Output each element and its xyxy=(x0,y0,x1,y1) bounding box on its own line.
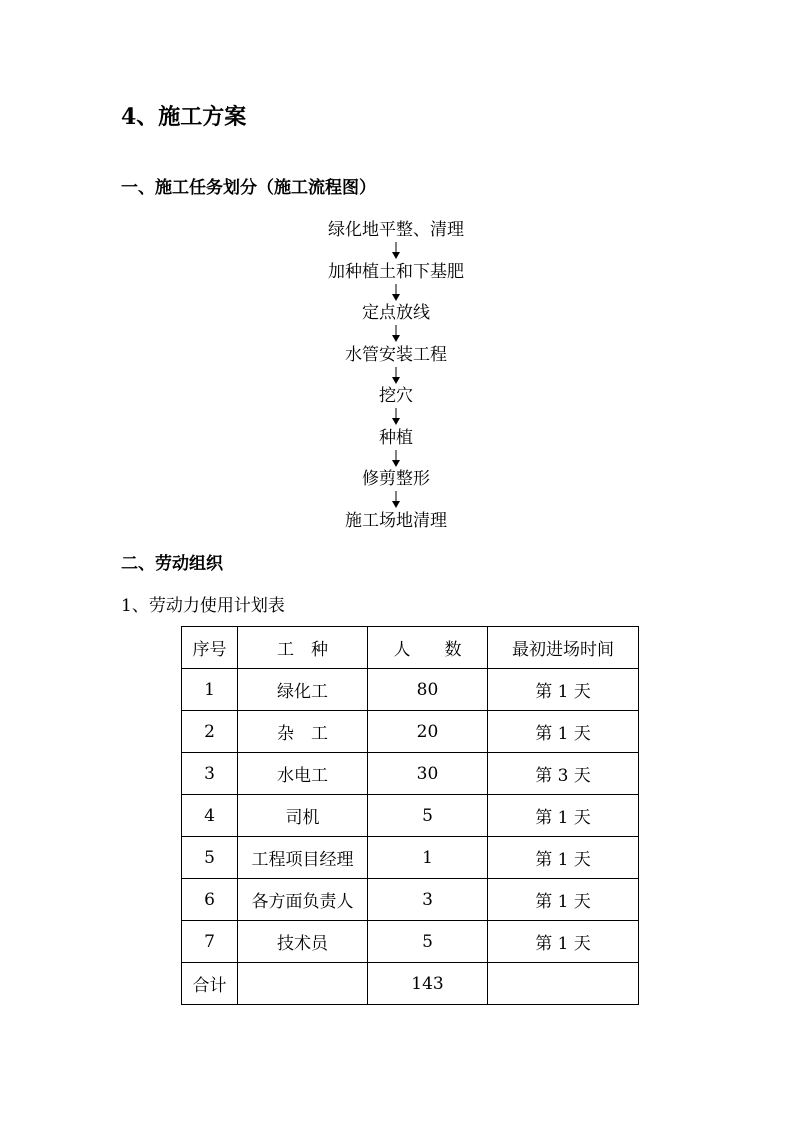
table-cell: 1 xyxy=(368,837,488,879)
table-cell: 1 xyxy=(182,669,238,711)
flow-step: 挖穴 xyxy=(379,386,413,406)
table-cell: 第 1 天 xyxy=(488,879,639,921)
table-cell: 5 xyxy=(368,795,488,837)
header-cell: 工 种 xyxy=(238,627,368,669)
table-header-row xyxy=(182,627,639,669)
flow-arrow-icon xyxy=(293,491,499,509)
table-row xyxy=(182,879,639,921)
table-total-row xyxy=(182,963,639,1005)
table-row xyxy=(182,753,639,795)
table-row xyxy=(182,711,639,753)
table-row xyxy=(182,669,639,711)
total-value-cell: 143 xyxy=(368,963,488,1005)
construction-flowchart xyxy=(293,218,499,533)
table-cell: 技术员 xyxy=(238,921,368,963)
labor-plan-table xyxy=(181,626,639,1005)
table-cell: 6 xyxy=(182,879,238,921)
table-cell xyxy=(238,963,368,1005)
flow-arrow-icon xyxy=(293,325,499,343)
table-cell: 杂 工 xyxy=(238,711,368,753)
flow-step: 施工场地清理 xyxy=(345,510,447,531)
flow-arrow-icon xyxy=(293,242,499,260)
flow-arrow-icon xyxy=(293,450,499,468)
flow-step: 水管安装工程 xyxy=(345,344,447,365)
table-cell: 4 xyxy=(182,795,238,837)
header-cell: 序号 xyxy=(182,627,238,669)
table-cell: 5 xyxy=(368,921,488,963)
flow-step: 加种植土和下基肥 xyxy=(328,261,464,282)
table-cell: 20 xyxy=(368,711,488,753)
flow-step: 定点放线 xyxy=(362,303,430,323)
table-cell: 绿化工 xyxy=(238,669,368,711)
table-cell: 2 xyxy=(182,711,238,753)
table-row xyxy=(182,795,639,837)
table-cell: 5 xyxy=(182,837,238,879)
header-cell: 最初进场时间 xyxy=(488,627,639,669)
table-cell: 3 xyxy=(182,753,238,795)
table-cell: 水电工 xyxy=(238,753,368,795)
table-cell: 各方面负责人 xyxy=(238,879,368,921)
table-caption: 1、劳动力使用计划表 xyxy=(121,596,285,616)
table-cell: 80 xyxy=(368,669,488,711)
table-cell: 第 1 天 xyxy=(488,795,639,837)
table-cell: 第 1 天 xyxy=(488,669,639,711)
table-cell: 30 xyxy=(368,753,488,795)
table-cell: 3 xyxy=(368,879,488,921)
page-title: 4、施工方案 xyxy=(121,104,247,130)
table-cell: 第 1 天 xyxy=(488,837,639,879)
table-row xyxy=(182,921,639,963)
table-row xyxy=(182,837,639,879)
flow-step: 绿化地平整、清理 xyxy=(328,220,464,240)
table-cell xyxy=(488,963,639,1005)
section-heading-task-division: 一、施工任务划分（施工流程图） xyxy=(121,178,376,198)
table-cell: 第 3 天 xyxy=(488,753,639,795)
table-cell: 第 1 天 xyxy=(488,711,639,753)
flow-arrow-icon xyxy=(293,284,499,302)
section-heading-labor-organization: 二、劳动组织 xyxy=(121,554,223,574)
flow-arrow-icon xyxy=(293,367,499,385)
table-cell: 工程项目经理 xyxy=(238,837,368,879)
table-cell: 第 1 天 xyxy=(488,921,639,963)
flow-step: 修剪整形 xyxy=(362,469,430,489)
table-cell: 7 xyxy=(182,921,238,963)
total-label-cell: 合计 xyxy=(182,963,238,1005)
flow-step: 种植 xyxy=(379,427,413,448)
flow-arrow-icon xyxy=(293,408,499,426)
header-cell: 人 数 xyxy=(368,627,488,669)
table-cell: 司机 xyxy=(238,795,368,837)
